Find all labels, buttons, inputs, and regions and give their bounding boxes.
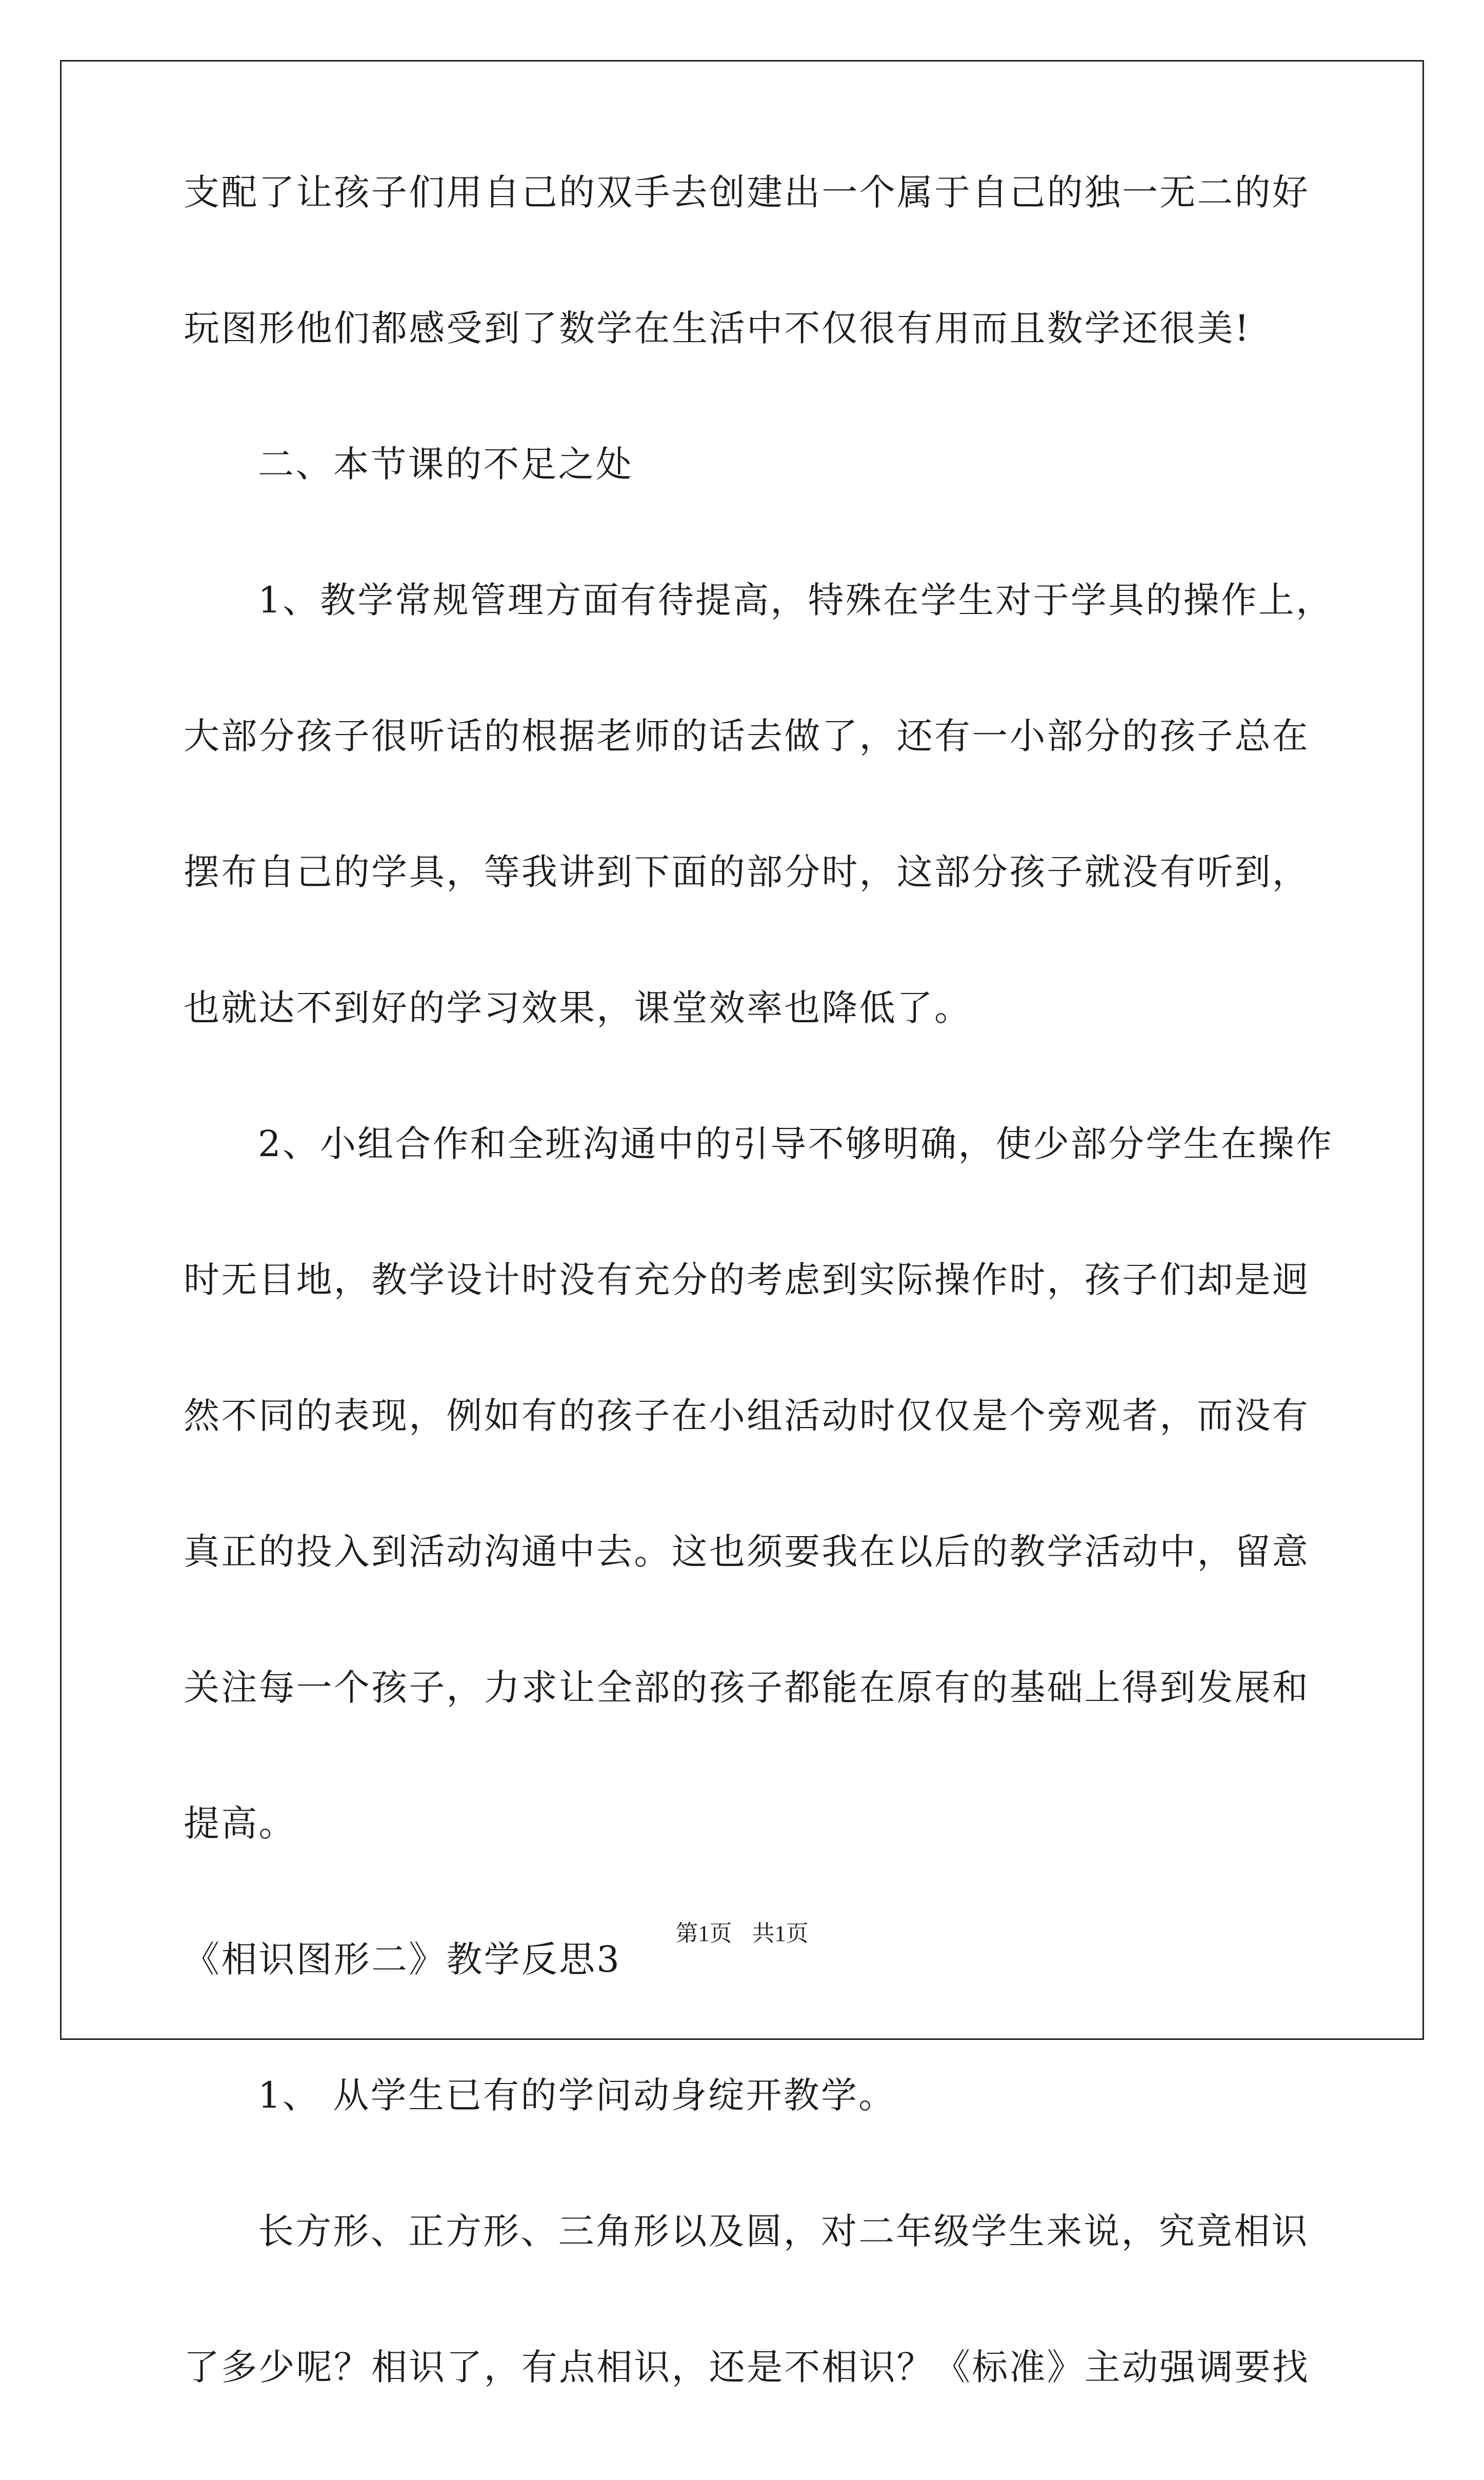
text-line: 了多少呢？相识了，有点相识，还是不相识？《标准》主动强调要找: [184, 2346, 1310, 2388]
text-line: 1、教学常规管理方面有待提高，特殊在学生对于学具的操作上，: [258, 579, 1334, 621]
text-line: 真正的投入到活动沟通中去。这也须要我在以后的教学活动中，留意: [184, 1531, 1310, 1573]
page-number: 第1页 共1页: [675, 1921, 809, 1946]
document-body: [184, 169, 1337, 2480]
text-line: 2、小组合作和全班沟通中的引导不够明确，使少部分学生在操作: [258, 1123, 1334, 1165]
text-line: 长方形、正方形、三角形以及圆，对二年级学生来说，究竟相识: [258, 2210, 1309, 2252]
text-line: 大部分孩子很听话的根据老师的话去做了，还有一小部分的孩子总在: [184, 715, 1310, 757]
text-line: 支配了让孩子们用自己的双手去创建出一个属于自己的独一无二的好: [184, 171, 1310, 213]
text-line: 1、 从学生已有的学问动身绽开教学。: [258, 2074, 896, 2116]
text-line: 提高。: [184, 1802, 296, 1844]
section-heading: 二、本节课的不足之处: [258, 443, 633, 485]
text-line: 然不同的表现，例如有的孩子在小组活动时仅仅是个旁观者，而没有: [184, 1395, 1310, 1437]
text-line: 也就达不到好的学习效果，课堂效率也降低了。: [184, 987, 972, 1029]
article-title: 《相识图形二》教学反思3: [184, 1938, 621, 1980]
text-line: 摆布自己的学具，等我讲到下面的部分时，这部分孩子就没有听到，: [184, 851, 1310, 893]
text-line: 玩图形他们都感受到了数学在生活中不仅很有用而且数学还很美!: [184, 307, 1251, 349]
text-line: 时无目地，教学设计时没有充分的考虑到实际操作时，孩子们却是迥: [184, 1259, 1310, 1301]
text-line: 关注每一个孩子，力求让全部的孩子都能在原有的基础上得到发展和: [184, 1666, 1310, 1709]
